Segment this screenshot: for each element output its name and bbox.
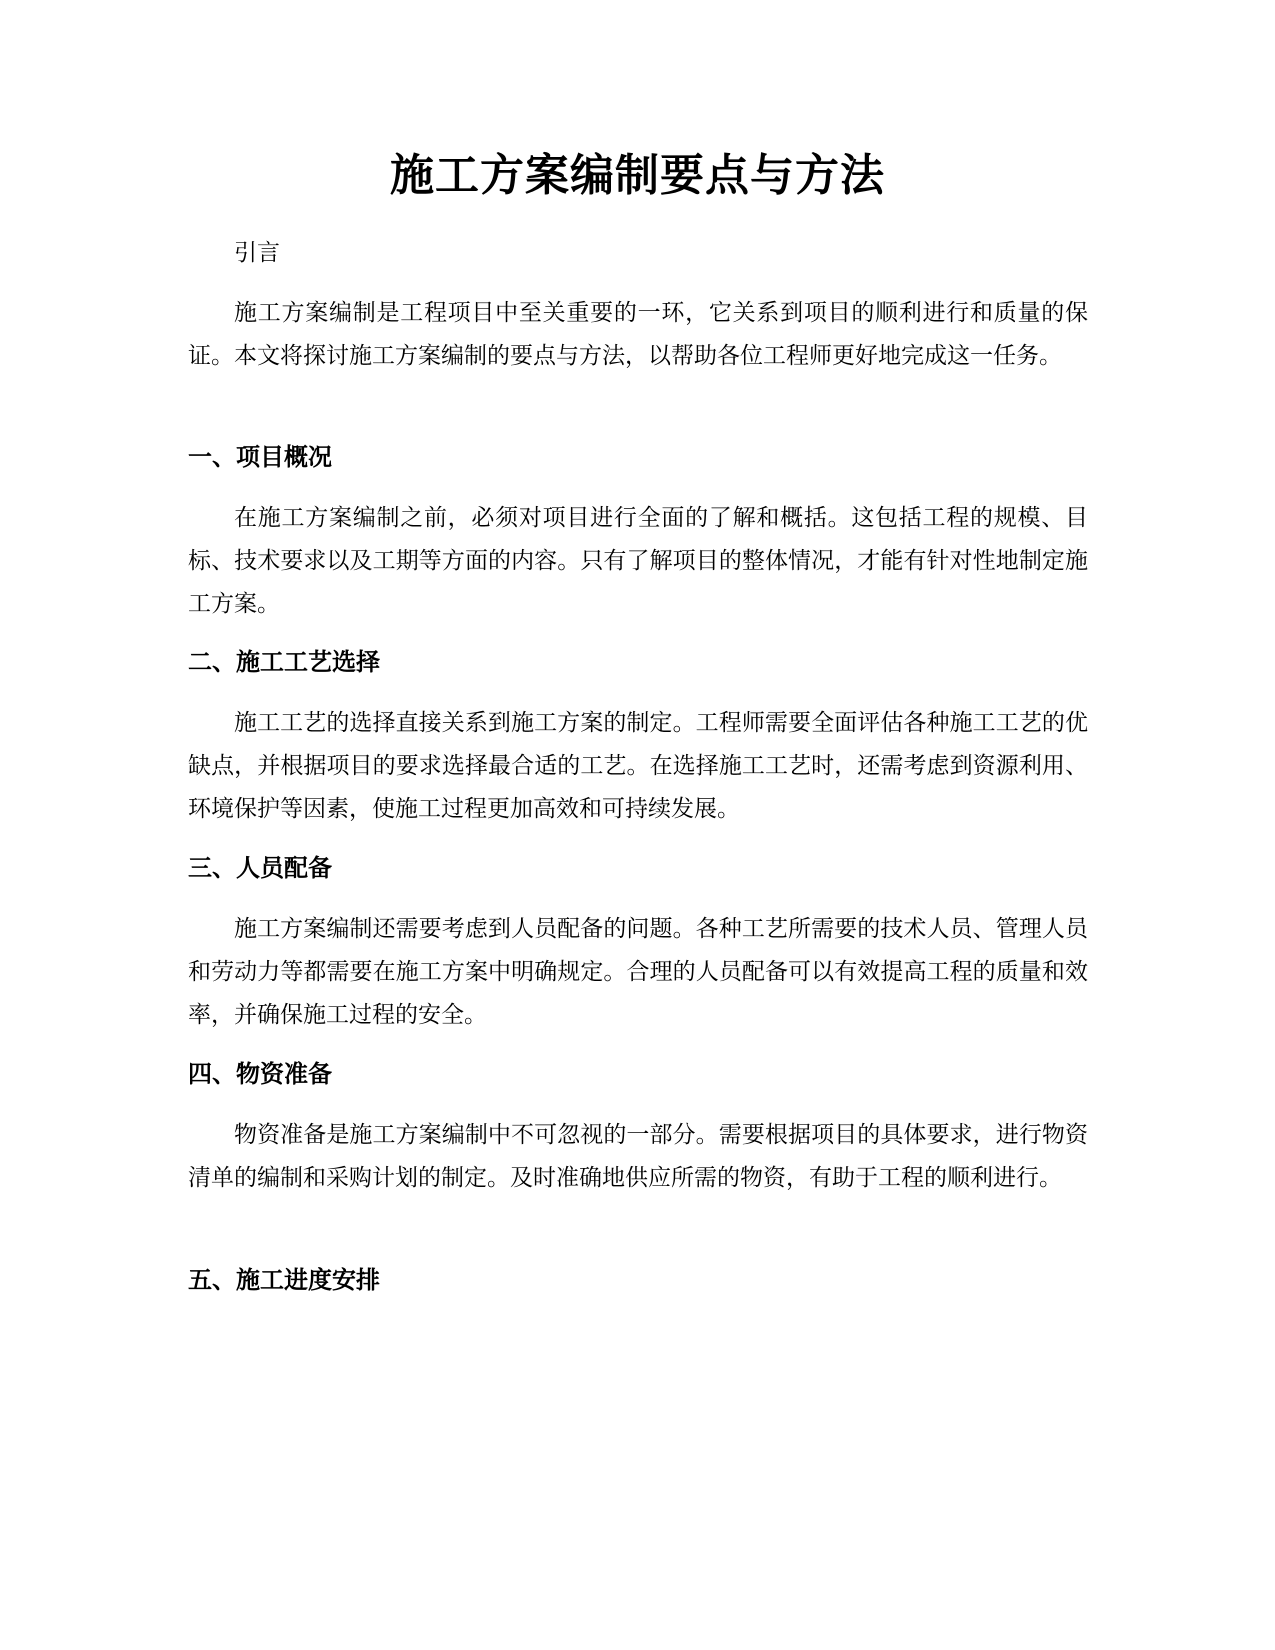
section-heading-staffing: 三、人员配备 <box>188 854 332 882</box>
intro-paragraph: 施工方案编制是工程项目中至关重要的一环，它关系到项目的顺利进行和质量的保证。本文将探讨施工方案编制的要点与方法，以帮助各位工程师更好地完成这一任务。 <box>188 300 1088 369</box>
section-paragraph-materials: 物资准备是施工方案编制中不可忽视的一部分。需要根据项目的具体要求，进行物资清单的编制和采购计划的制定。及时准确地供应所需的物资，有助于工程的顺利进行。 <box>188 1122 1088 1191</box>
section-paragraph-overview: 在施工方案编制之前，必须对项目进行全面的了解和概括。这包括工程的规模、目标、技术要求以及工期等方面的内容。只有了解项目的整体情况，才能有针对性地制定施工方案。 <box>188 505 1088 617</box>
section-paragraph-staffing: 施工方案编制还需要考虑到人员配备的问题。各种工艺所需要的技术人员、管理人员和劳动力等都需要在施工方案中明确规定。合理的人员配备可以有效提高工程的质量和效率，并确保施工过程的安全。 <box>188 916 1088 1028</box>
section-paragraph-process: 施工工艺的选择直接关系到施工方案的制定。工程师需要全面评估各种施工工艺的优缺点，并根据项目的要求选择最合适的工艺。在选择施工工艺时，还需考虑到资源利用、环境保护等因素，使施工过程更加高效和可持续发展。 <box>188 710 1088 822</box>
page-title: 施工方案编制要点与方法 <box>390 150 885 201</box>
intro-label: 引言 <box>234 240 280 266</box>
section-heading-schedule: 五、施工进度安排 <box>188 1266 380 1294</box>
section-heading-process: 二、施工工艺选择 <box>188 648 380 676</box>
section-heading-overview: 一、项目概况 <box>188 443 332 471</box>
section-heading-materials: 四、物资准备 <box>188 1060 332 1088</box>
